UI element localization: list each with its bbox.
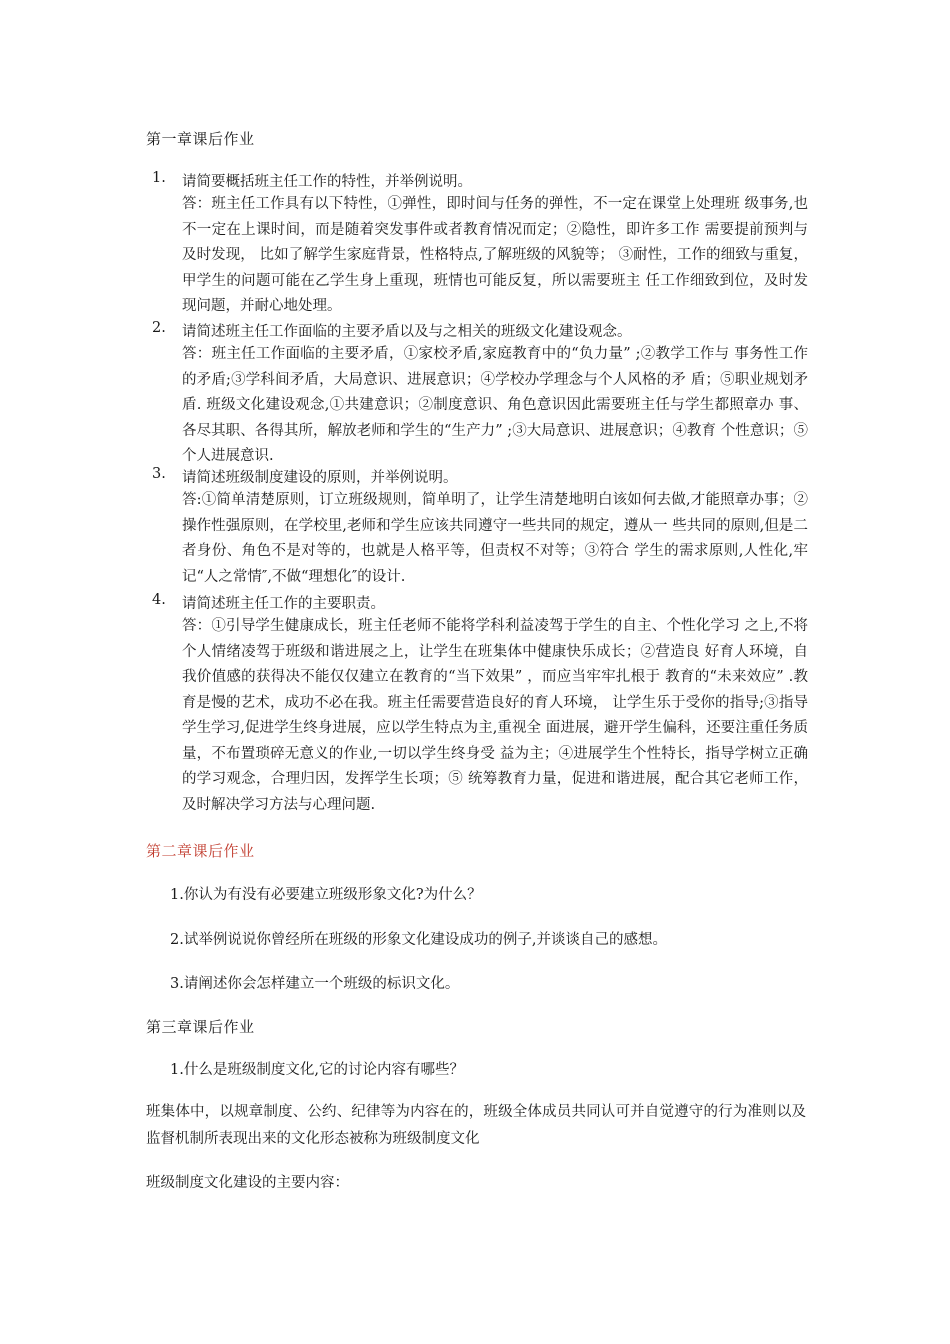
question-number: 1. (152, 170, 166, 186)
chapter2-question-3: 3.请阐述你会怎样建立一个班级的标识文化。 (170, 976, 460, 992)
chapter1-title: 第一章课后作业 (146, 130, 255, 148)
question-text: 请简要概括班主任工作的特性，并举例说明。 (182, 174, 472, 190)
chapter2-question-1: 1.你认为有没有必要建立班级形象文化?为什么？ (170, 887, 482, 903)
chapter3-title: 第三章课后作业 (146, 1018, 255, 1036)
answer-text: 答：班主任工作面临的主要矛盾，①家校矛盾,家庭教育中的“负力量” ;②教学工作与 事务性工作的矛盾;③学科间矛盾，大局意识、进展意识；④学校办学理念与个人风格的矛 盾；⑤职业规划矛盾. 班级文化建设观念,①共建意识；②制度意识、角色意识因此需要班主任与学生都照章办 事、各尽其职、各得其所，解放老师和学生的“生产力” ;③大局意识、进展意识；④教育 个性意识；⑤个人进展意识. (182, 346, 808, 464)
question-number: 2. (152, 320, 166, 336)
chapter2-title: 第二章课后作业 (146, 842, 255, 860)
question-text: 请简述班主任工作面临的主要矛盾以及与之相关的班级文化建设观念。 (182, 324, 632, 340)
answer-text: 答：班主任工作具有以下特性，①弹性，即时间与任务的弹性，不一定在课堂上处理班 级事务,也不一定在上课时间，而是随着突发事件或者教育情况而定；②隐性，即许多工作 需要提前预判与及时发现， 比如了解学生家庭背景，性格特点,了解班级的风貌等； ③耐性，工作的细致与重复，甲学生的问题可能在乙学生身上重现，班情也可能反复，所以需要班主 任工作细致到位，及时发现问题，并耐心地处理。 (182, 196, 808, 314)
chapter3-question-1: 1.什么是班级制度文化,它的讨论内容有哪些？ (170, 1062, 464, 1078)
question-number: 4. (152, 592, 166, 608)
question-text: 请简述班级制度建设的原则，并举例说明。 (182, 470, 458, 486)
answer-text: 答:①简单清楚原则，订立班级规则，简单明了，让学生清楚地明白该如何去做,才能照章办事；②操作性强原则，在学校里,老师和学生应该共同遵守一些共同的规定，遵从一 些共同的原则,但是二者身份、角色不是对等的，也就是人格平等，但责权不对等；③符合 学生的需求原则,人性化,牢记“人之常情″,不做“理想化″的设计. (182, 492, 808, 585)
answer-text: 答：①引导学生健康成长，班主任老师不能将学科利益凌驾于学生的自主、个性化学习 之上,不将个人情绪凌驾于班级和谐进展之上，让学生在班集体中健康快乐成长；②营造良 好育人环境，自我价值感的获得决不能仅仅建立在教育的“当下效果” ，而应当牢牢扎根于 教育的“未来效应” .教育是慢的艺术，成功不必在我。班主任需要营造良好的育人环境， 让学生乐于受你的指导;③指导学生学习,促进学生终身进展，应以学生特点为主,重视全 面进展，避开学生偏科，还要注重任务质量，不布置琐碎无意义的作业,一切以学生终身受 益为主；④进展学生个性特长，指导学树立正确的学习观念，合理归因，发挥学生长项；⑤ 统筹教育力量，促进和谐进展，配合其它老师工作，及时解决学习方法与心理问题. (182, 618, 808, 813)
chapter2-question-2: 2.试举例说说你曾经所在班级的形象文化建设成功的例子,并谈谈自己的感想。 (170, 932, 667, 948)
content-heading: 班级制度文化建设的主要内容： (146, 1175, 349, 1191)
question-number: 3. (152, 466, 166, 482)
definition-paragraph: 班集体中，以规章制度、公约、纪律等为内容在的，班级全体成员共同认可并自觉遵守的行为准则以及监督机制所表现出来的文化形态被称为班级制度文化 (146, 1104, 806, 1147)
question-text: 请简述班主任工作的主要职责。 (182, 596, 385, 612)
